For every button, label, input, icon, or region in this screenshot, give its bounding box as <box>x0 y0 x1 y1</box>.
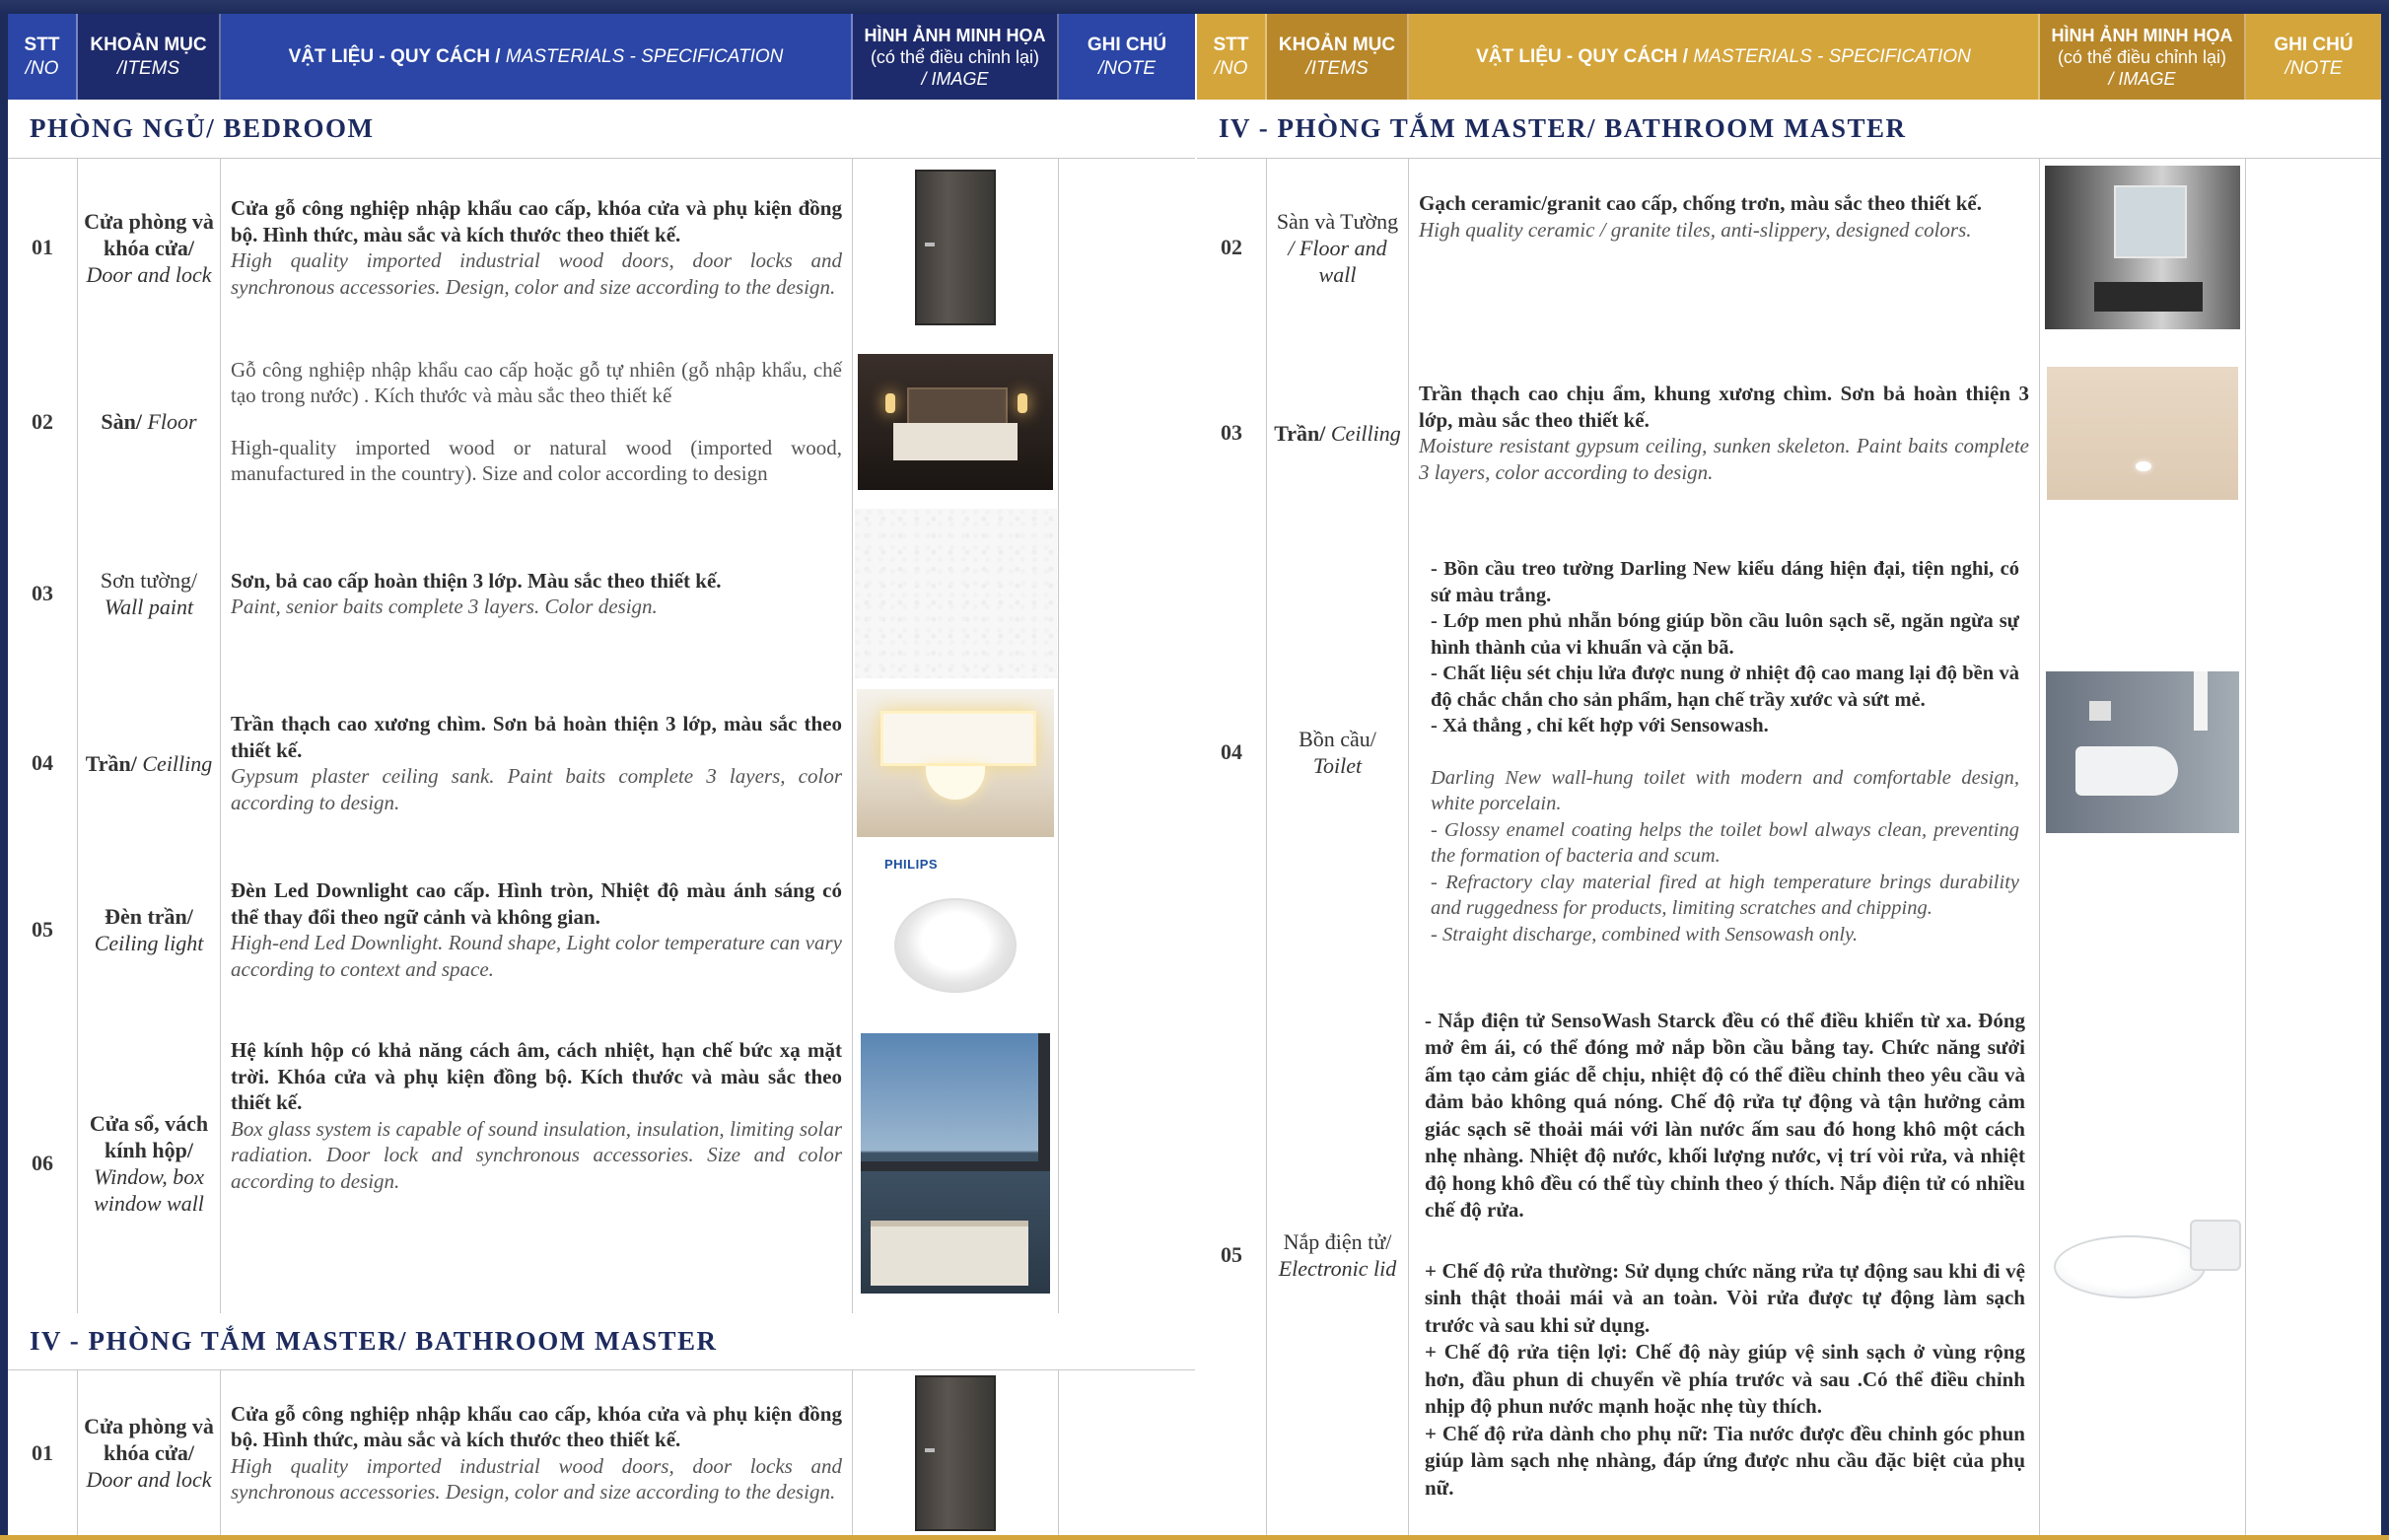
table-header <box>8 14 1195 100</box>
row-number: 05 <box>1197 974 1267 1535</box>
row-note <box>1059 1014 1195 1313</box>
table-row <box>8 1370 1195 1535</box>
row-description: Cửa gỗ công nghiệp nhập khẩu cao cấp, khóa cửa và phụ kiện đồng bộ. Hình thức, màu sắc và kích thước theo thiết kế. High quality imported industrial wood doors, door locks and synchronous accessories. Design, color and size according to the design. <box>221 159 853 336</box>
row-item: Sàn/ Floor <box>78 336 221 507</box>
row-description: Hệ kính hộp có khả năng cách âm, cách nhiệt, hạn chế bức xạ mặt trời. Khóa cửa và phụ kiện đồng bộ. Kích thước và màu sắc theo thiết kế. Box glass system is capable of sound insulation, insulation, limiting solar radiation. Door lock and synchronous accessories. Size and color according to design. <box>221 1014 853 1313</box>
door-icon <box>915 1375 996 1531</box>
row-description: - Nắp điện tử SensoWash Starck đều có thể điều khiển từ xa. Đóng mở êm ái, có thể đóng mở nắp bồn cầu bằng tay. Chức năng sưởi ấm tạo cảm giác dễ chịu, nhiệt độ có thể điều chỉnh theo yêu cầu và đảm bảo không quá nóng. Chế độ rửa tự động và tận hưởng cảm giác sạch sẽ thoải mái với làn nước ấm sau đó hong khô một cách nhẹ nhàng. Nhiệt độ nước, khối lượng nước, vị trí vòi rửa, và nhiệt độ hong khô đều có thể tùy chỉnh theo ý thích. Nắp điện tử có nhiều chế độ rửa. + Chế độ rửa thường: Sử dụng chức năng rửa tự động sau khi đi vệ sinh thật thoải mái và an toàn. Vòi rửa được tự động làm sạch trước và sau khi sử dụng. + Chế độ rửa tiện lợi: Chế độ này giúp vệ sinh sạch ở vùng rộng hơn, đầu phun di chuyển về phía trước và sau .Có thể điều chỉnh nhịp độ phun nước mạnh hoặc nhẹ tùy thích. + Chế độ rửa dành cho phụ nữ: Tia nước được đều chỉnh góc phun giúp làm sạch nhẹ nhàng, đáp ứng được nhu cầu đặc biệt của phụ nữ. <box>1409 974 2040 1535</box>
door-icon <box>915 170 996 325</box>
row-description: Gỗ công nghiệp nhập khẩu cao cấp hoặc gỗ tự nhiên (gỗ nhập khẩu, chế tạo trong nước) . Kích thước và màu sắc theo thiết kế High-quality imported wood or natural wood (imported wood, manufactured in the country). Size and color according to design <box>221 336 853 507</box>
row-note <box>2246 159 2381 336</box>
row-item: Đèn trần/ Ceiling light <box>78 846 221 1014</box>
row-description: - Bồn cầu treo tường Darling New kiểu dáng hiện đại, tiện nghi, có sứ màu trắng. - Lớp men phủ nhẵn bóng giúp bồn cầu luôn sạch sẽ, ngăn ngừa sự hình thành của vi khuẩn và cặn bã. - Chất liệu sét chịu lửa được nung ở nhiệt độ cao mang lại độ bền và độ chắc chắn cho sản phẩm, hạn chế trầy xước và sứt mẻ. - Xả thẳng , chỉ kết hợp với Sensowash. Darling New wall-hung toilet with modern and comfortable design, white porcelain. - Glossy enamel coating helps the toilet bowl always clean, preventing the formation of bacteria and scum. - Refractory clay material fired at high temperature brings durability and ruggedness for products, limiting scratches and chipping. - Straight discharge, combined with Sensowash only. <box>1409 529 2040 974</box>
header-note: GHI CHÚ /NOTE <box>2246 14 2381 100</box>
bathroom-image <box>2045 166 2240 329</box>
row-number: 04 <box>8 680 78 846</box>
row-image <box>853 159 1059 336</box>
row-item: Cửa phòng và khóa cửa/ Door and lock <box>78 159 221 336</box>
header-note: GHI CHÚ /NOTE <box>1059 14 1195 100</box>
philips-logo: PHILIPS <box>884 857 939 872</box>
row-item: Trần/ Ceilling <box>1267 336 1409 529</box>
table-row <box>8 507 1195 681</box>
row-image <box>2040 974 2246 1535</box>
table-row <box>1197 336 2381 530</box>
bedroom-image <box>858 354 1053 490</box>
bathroom-ceiling-image <box>2047 367 2238 500</box>
row-image <box>853 1014 1059 1313</box>
window-image <box>861 1033 1050 1294</box>
row-note <box>2246 529 2381 974</box>
row-note <box>1059 159 1195 336</box>
top-border <box>0 0 2389 14</box>
row-image <box>853 1370 1059 1535</box>
table-row <box>1197 159 2381 337</box>
row-number: 01 <box>8 1370 78 1535</box>
row-item: Trần/ Ceilling <box>78 680 221 846</box>
row-number: 04 <box>1197 529 1267 974</box>
downlight-image <box>857 851 1054 1009</box>
header-items: KHOẢN MỤC /ITEMS <box>78 14 221 100</box>
row-item: Sàn và Tường / Floor and wall <box>1267 159 1409 336</box>
ceiling-image <box>857 689 1054 837</box>
header-spec: VẬT LIỆU - QUY CÁCH / MASTERIALS - SPECIFICATION <box>221 14 853 100</box>
row-note <box>2246 336 2381 529</box>
bottom-border <box>0 1535 2389 1540</box>
row-item: Bồn cầu/ Toilet <box>1267 529 1409 974</box>
table-row <box>8 336 1195 508</box>
table-row <box>1197 974 2381 1535</box>
row-number: 01 <box>8 159 78 336</box>
row-note <box>1059 1370 1195 1535</box>
row-image <box>853 680 1059 846</box>
row-description: Trần thạch cao xương chìm. Sơn bả hoàn thiện 3 lớp, màu sắc theo thiết kế. Gypsum plaster ceiling sank. Paint baits complete 3 layers, color according to design. <box>221 680 853 846</box>
row-description: Sơn, bả cao cấp hoàn thiện 3 lớp. Màu sắc theo thiết kế. Paint, senior baits complete 3 layers. Color design. <box>221 507 853 680</box>
row-note <box>1059 846 1195 1014</box>
row-number: 02 <box>8 336 78 507</box>
header-no: STT /NO <box>8 14 78 100</box>
row-item: Sơn tường/ Wall paint <box>78 507 221 680</box>
row-number: 03 <box>8 507 78 680</box>
spec-sheet <box>8 14 2381 1535</box>
row-image <box>853 507 1059 680</box>
row-description: Gạch ceramic/granit cao cấp, chống trơn, màu sắc theo thiết kế. High quality ceramic / granite tiles, anti-slippery, designed colors. <box>1409 159 2040 336</box>
row-description: Cửa gỗ công nghiệp nhập khẩu cao cấp, khóa cửa và phụ kiện đồng bộ. Hình thức, màu sắc và kích thước theo thiết kế. High quality imported industrial wood doors, door locks and synchronous accessories. Design, color and size according to the design. <box>221 1370 853 1535</box>
section-title-bathroom: IV - PHÒNG TẮM MASTER/ BATHROOM MASTER <box>8 1313 1195 1370</box>
section-title-bedroom: PHÒNG NGỦ/ BEDROOM <box>8 100 1195 159</box>
row-image <box>2040 336 2246 529</box>
row-note <box>1059 336 1195 507</box>
row-description: Đèn Led Downlight cao cấp. Hình tròn, Nhiệt độ màu ánh sáng có thể thay đổi theo ngữ cảnh và không gian. High-end Led Downlight. Round shape, Light color temperature can vary according to context and space. <box>221 846 853 1014</box>
row-note <box>1059 507 1195 680</box>
table-row <box>8 1014 1195 1314</box>
header-spec: VẬT LIỆU - QUY CÁCH / MASTERIALS - SPECIFICATION <box>1409 14 2040 100</box>
section-title-bathroom: IV - PHÒNG TẮM MASTER/ BATHROOM MASTER <box>1197 100 2381 159</box>
row-image <box>2040 529 2246 974</box>
row-item: Cửa phòng và khóa cửa/ Door and lock <box>78 1370 221 1535</box>
row-item: Cửa sổ, vách kính hộp/ Window, box window wall <box>78 1014 221 1313</box>
left-panel <box>8 14 1195 1535</box>
header-no: STT /NO <box>1197 14 1267 100</box>
row-number: 02 <box>1197 159 1267 336</box>
wall-paint-texture <box>855 509 1057 678</box>
table-header <box>1197 14 2381 100</box>
toilet-image <box>2046 671 2239 833</box>
row-number: 03 <box>1197 336 1267 529</box>
header-image: HÌNH ẢNH MINH HỌA (có thể điều chỉnh lại) / IMAGE <box>2040 14 2246 100</box>
header-items: KHOẢN MỤC /ITEMS <box>1267 14 1409 100</box>
right-panel <box>1197 14 2381 1535</box>
electronic-lid-image <box>2044 1196 2241 1314</box>
row-number: 05 <box>8 846 78 1014</box>
table-row <box>8 846 1195 1015</box>
row-image <box>853 336 1059 507</box>
header-image: HÌNH ẢNH MINH HỌA (có thể điều chỉnh lại) / IMAGE <box>853 14 1059 100</box>
row-note <box>1059 680 1195 846</box>
row-item: Nắp điện tử/ Electronic lid <box>1267 974 1409 1535</box>
row-note <box>2246 974 2381 1535</box>
row-number: 06 <box>8 1014 78 1313</box>
row-description: Trần thạch cao chịu ẩm, khung xương chìm. Sơn bả hoàn thiện 3 lớp, màu sắc theo thiết kế. Moisture resistant gypsum ceiling, sunken skeleton. Paint baits complete 3 layers, color according to design. <box>1409 336 2040 529</box>
table-row <box>1197 529 2381 975</box>
table-row <box>8 159 1195 337</box>
row-image <box>853 846 1059 1014</box>
row-image <box>2040 159 2246 336</box>
table-row <box>8 680 1195 847</box>
